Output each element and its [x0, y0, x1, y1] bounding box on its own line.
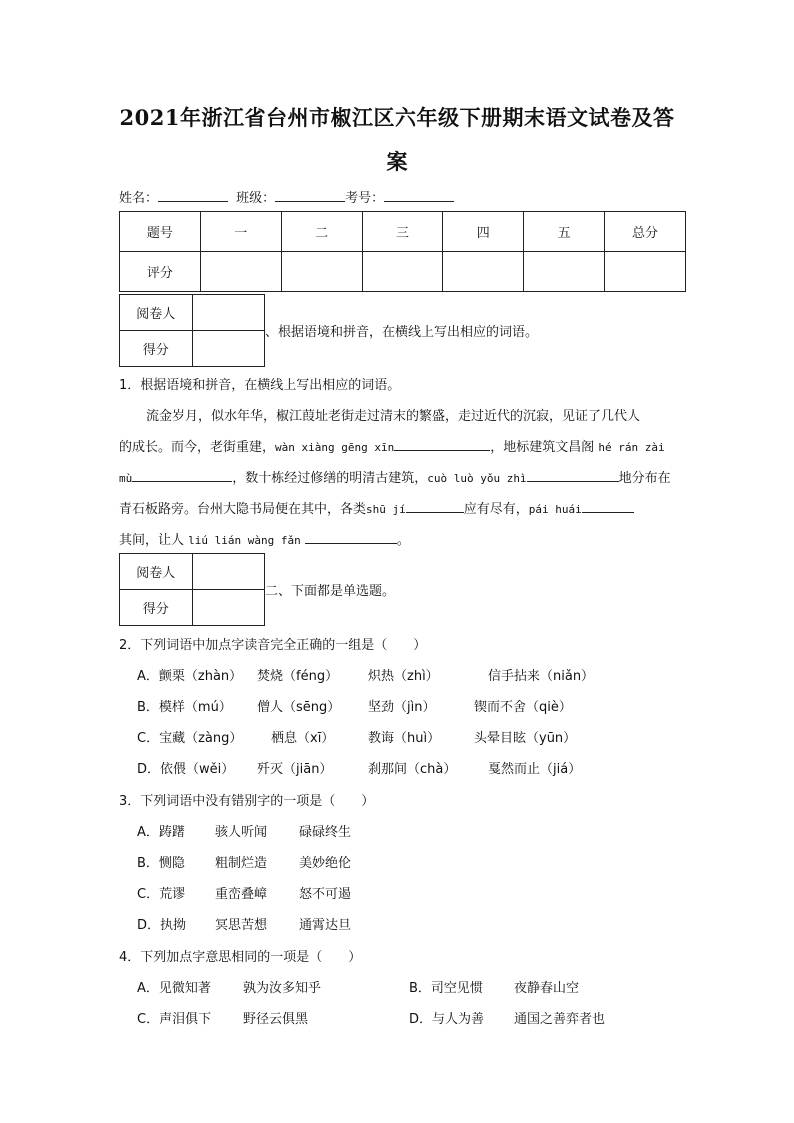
- option-item: B．司空见惯: [409, 981, 483, 996]
- id-label: 考号：: [345, 191, 385, 206]
- option-item: 碌碌终生: [299, 825, 352, 840]
- score-table: [119, 211, 686, 292]
- header-cell: 一: [200, 212, 281, 252]
- text: 青石板路旁。台州大隐书局便在其中，各类: [119, 502, 367, 517]
- score-table-score-row: [120, 252, 686, 292]
- pinyin-hint: hé rán zài: [598, 441, 665, 454]
- answer-blank[interactable]: [582, 499, 634, 513]
- header-cell: 五: [524, 212, 605, 252]
- option-item: 美妙绝伦: [299, 856, 352, 871]
- q1-paragraph-line: [119, 467, 671, 486]
- section2-heading: 二、下面都是单选题。: [265, 584, 396, 599]
- score-cell[interactable]: [443, 252, 524, 292]
- option-item: D．依偎（wěi）: [137, 762, 235, 777]
- answer-blank[interactable]: [394, 437, 490, 451]
- pinyin-hint: mù: [119, 472, 133, 485]
- page-title-continued: 案: [386, 149, 408, 174]
- text: ，数十栋经过修缮的明清古建筑，: [232, 471, 428, 486]
- reader-cell[interactable]: [192, 295, 265, 331]
- q3-title: 3．下列词语中没有错别字的一项是（ ）: [119, 794, 375, 809]
- option-item: 粗制烂造: [215, 856, 268, 871]
- score-table-header-row: [120, 212, 686, 252]
- section1-heading: 、根据语境和拼音，在横线上写出相应的词语。: [265, 325, 539, 340]
- option-item: 怒不可遏: [299, 887, 352, 902]
- option-item: 教诲（huì）: [368, 731, 441, 746]
- option-item: 冥思苦想: [215, 918, 268, 933]
- q1-paragraph-line: [119, 436, 665, 455]
- option-item: A．踌躇: [137, 825, 185, 840]
- pinyin-hint: pái huái: [528, 503, 582, 516]
- text: 的成长。而今，老街重建，: [119, 440, 276, 455]
- score-cell[interactable]: [192, 331, 265, 367]
- answer-blank[interactable]: [406, 499, 464, 513]
- score-cell[interactable]: [362, 252, 443, 292]
- class-label: 班级：: [236, 191, 276, 206]
- option-item: 信手拈来（niǎn）: [488, 669, 595, 684]
- page-title: 2021年浙江省台州市椒江区六年级下册期末语文试卷及答: [119, 105, 675, 130]
- score-cell[interactable]: [281, 252, 362, 292]
- option-item: 锲而不舍（qiè）: [474, 700, 572, 715]
- option-item: 通霄达旦: [299, 918, 352, 933]
- header-cell: 三: [362, 212, 443, 252]
- reader-label: 阅卷人: [120, 295, 193, 331]
- text: 应有尽有，: [463, 502, 529, 517]
- reader-label: 阅卷人: [120, 554, 193, 590]
- option-item: 坚劲（jìn）: [368, 700, 436, 715]
- q1-title: 1．根据语境和拼音，在横线上写出相应的词语。: [119, 378, 401, 393]
- answer-blank[interactable]: [527, 468, 619, 482]
- option-item: 戛然而止（jiá）: [488, 762, 582, 777]
- option-item: A．颤栗（zhàn）: [137, 669, 243, 684]
- option-item: C．荒谬: [137, 887, 186, 902]
- reviewer-box-1: [119, 294, 265, 367]
- option-item: 僧人（sēng）: [257, 700, 341, 715]
- option-item: 夜静春山空: [514, 981, 580, 996]
- class-field[interactable]: [275, 188, 345, 202]
- option-item: 通国之善弈者也: [514, 1012, 606, 1027]
- reviewer-box-2: [119, 553, 265, 626]
- option-item: 焚烧（féng）: [257, 669, 339, 684]
- score-label: 得分: [120, 590, 193, 626]
- score-cell[interactable]: [524, 252, 605, 292]
- option-item: A．见微知著: [137, 981, 211, 996]
- option-item: 头晕目眩（yūn）: [474, 731, 577, 746]
- pinyin-hint: liú lián wàng fǎn: [188, 534, 301, 547]
- q1-paragraph-line: [119, 498, 634, 517]
- text: ，地标建筑文昌阁: [490, 440, 595, 455]
- name-field[interactable]: [158, 188, 228, 202]
- reader-cell[interactable]: [192, 554, 265, 590]
- score-cell[interactable]: [192, 590, 265, 626]
- option-item: B．恻隐: [137, 856, 185, 871]
- option-item: D．执拗: [137, 918, 187, 933]
- name-label: 姓名：: [119, 191, 159, 206]
- q1-paragraph-line: [119, 529, 410, 548]
- option-item: 孰为汝多知乎: [243, 981, 322, 996]
- option-item: 野径云俱黑: [243, 1012, 309, 1027]
- option-item: C．宝藏（zàng）: [137, 731, 243, 746]
- pinyin-hint: cuò luò yǒu zhì: [427, 472, 527, 485]
- option-item: 重峦叠嶂: [215, 887, 268, 902]
- pinyin-hint: wàn xiàng gēng xīn: [275, 441, 395, 454]
- header-cell: 题号: [120, 212, 201, 252]
- answer-blank[interactable]: [305, 530, 397, 544]
- score-cell[interactable]: [605, 252, 686, 292]
- header-cell: 二: [281, 212, 362, 252]
- text: 地分布在: [618, 471, 671, 486]
- score-cell[interactable]: [200, 252, 281, 292]
- option-item: 炽热（zhì）: [368, 669, 439, 684]
- row-label: 评分: [120, 252, 201, 292]
- option-item: 栖息（xī）: [271, 731, 335, 746]
- text: 其间，让人: [119, 533, 185, 548]
- option-item: 骇人听闻: [215, 825, 268, 840]
- score-label: 得分: [120, 331, 193, 367]
- option-item: D．与人为善: [409, 1012, 485, 1027]
- q2-title: 2．下列词语中加点字读音完全正确的一组是（ ）: [119, 638, 427, 653]
- option-item: 歼灭（jiān）: [257, 762, 333, 777]
- option-item: 刹那间（chà）: [368, 762, 457, 777]
- header-cell: 总分: [605, 212, 686, 252]
- q1-paragraph-line: 流金岁月，似水年华，椒江葭址老街走过清末的繁盛，走过近代的沉寂，见证了几代人: [146, 409, 641, 424]
- option-item: C．声泪俱下: [137, 1012, 212, 1027]
- option-item: B．模样（mú）: [137, 700, 232, 715]
- answer-blank[interactable]: [132, 468, 232, 482]
- q4-title: 4．下列加点字意思相同的一项是（ ）: [119, 950, 362, 965]
- header-cell: 四: [443, 212, 524, 252]
- pinyin-hint: shū jí: [366, 503, 406, 516]
- id-field[interactable]: [384, 188, 454, 202]
- text: 。: [396, 533, 410, 548]
- student-info: [119, 187, 454, 206]
